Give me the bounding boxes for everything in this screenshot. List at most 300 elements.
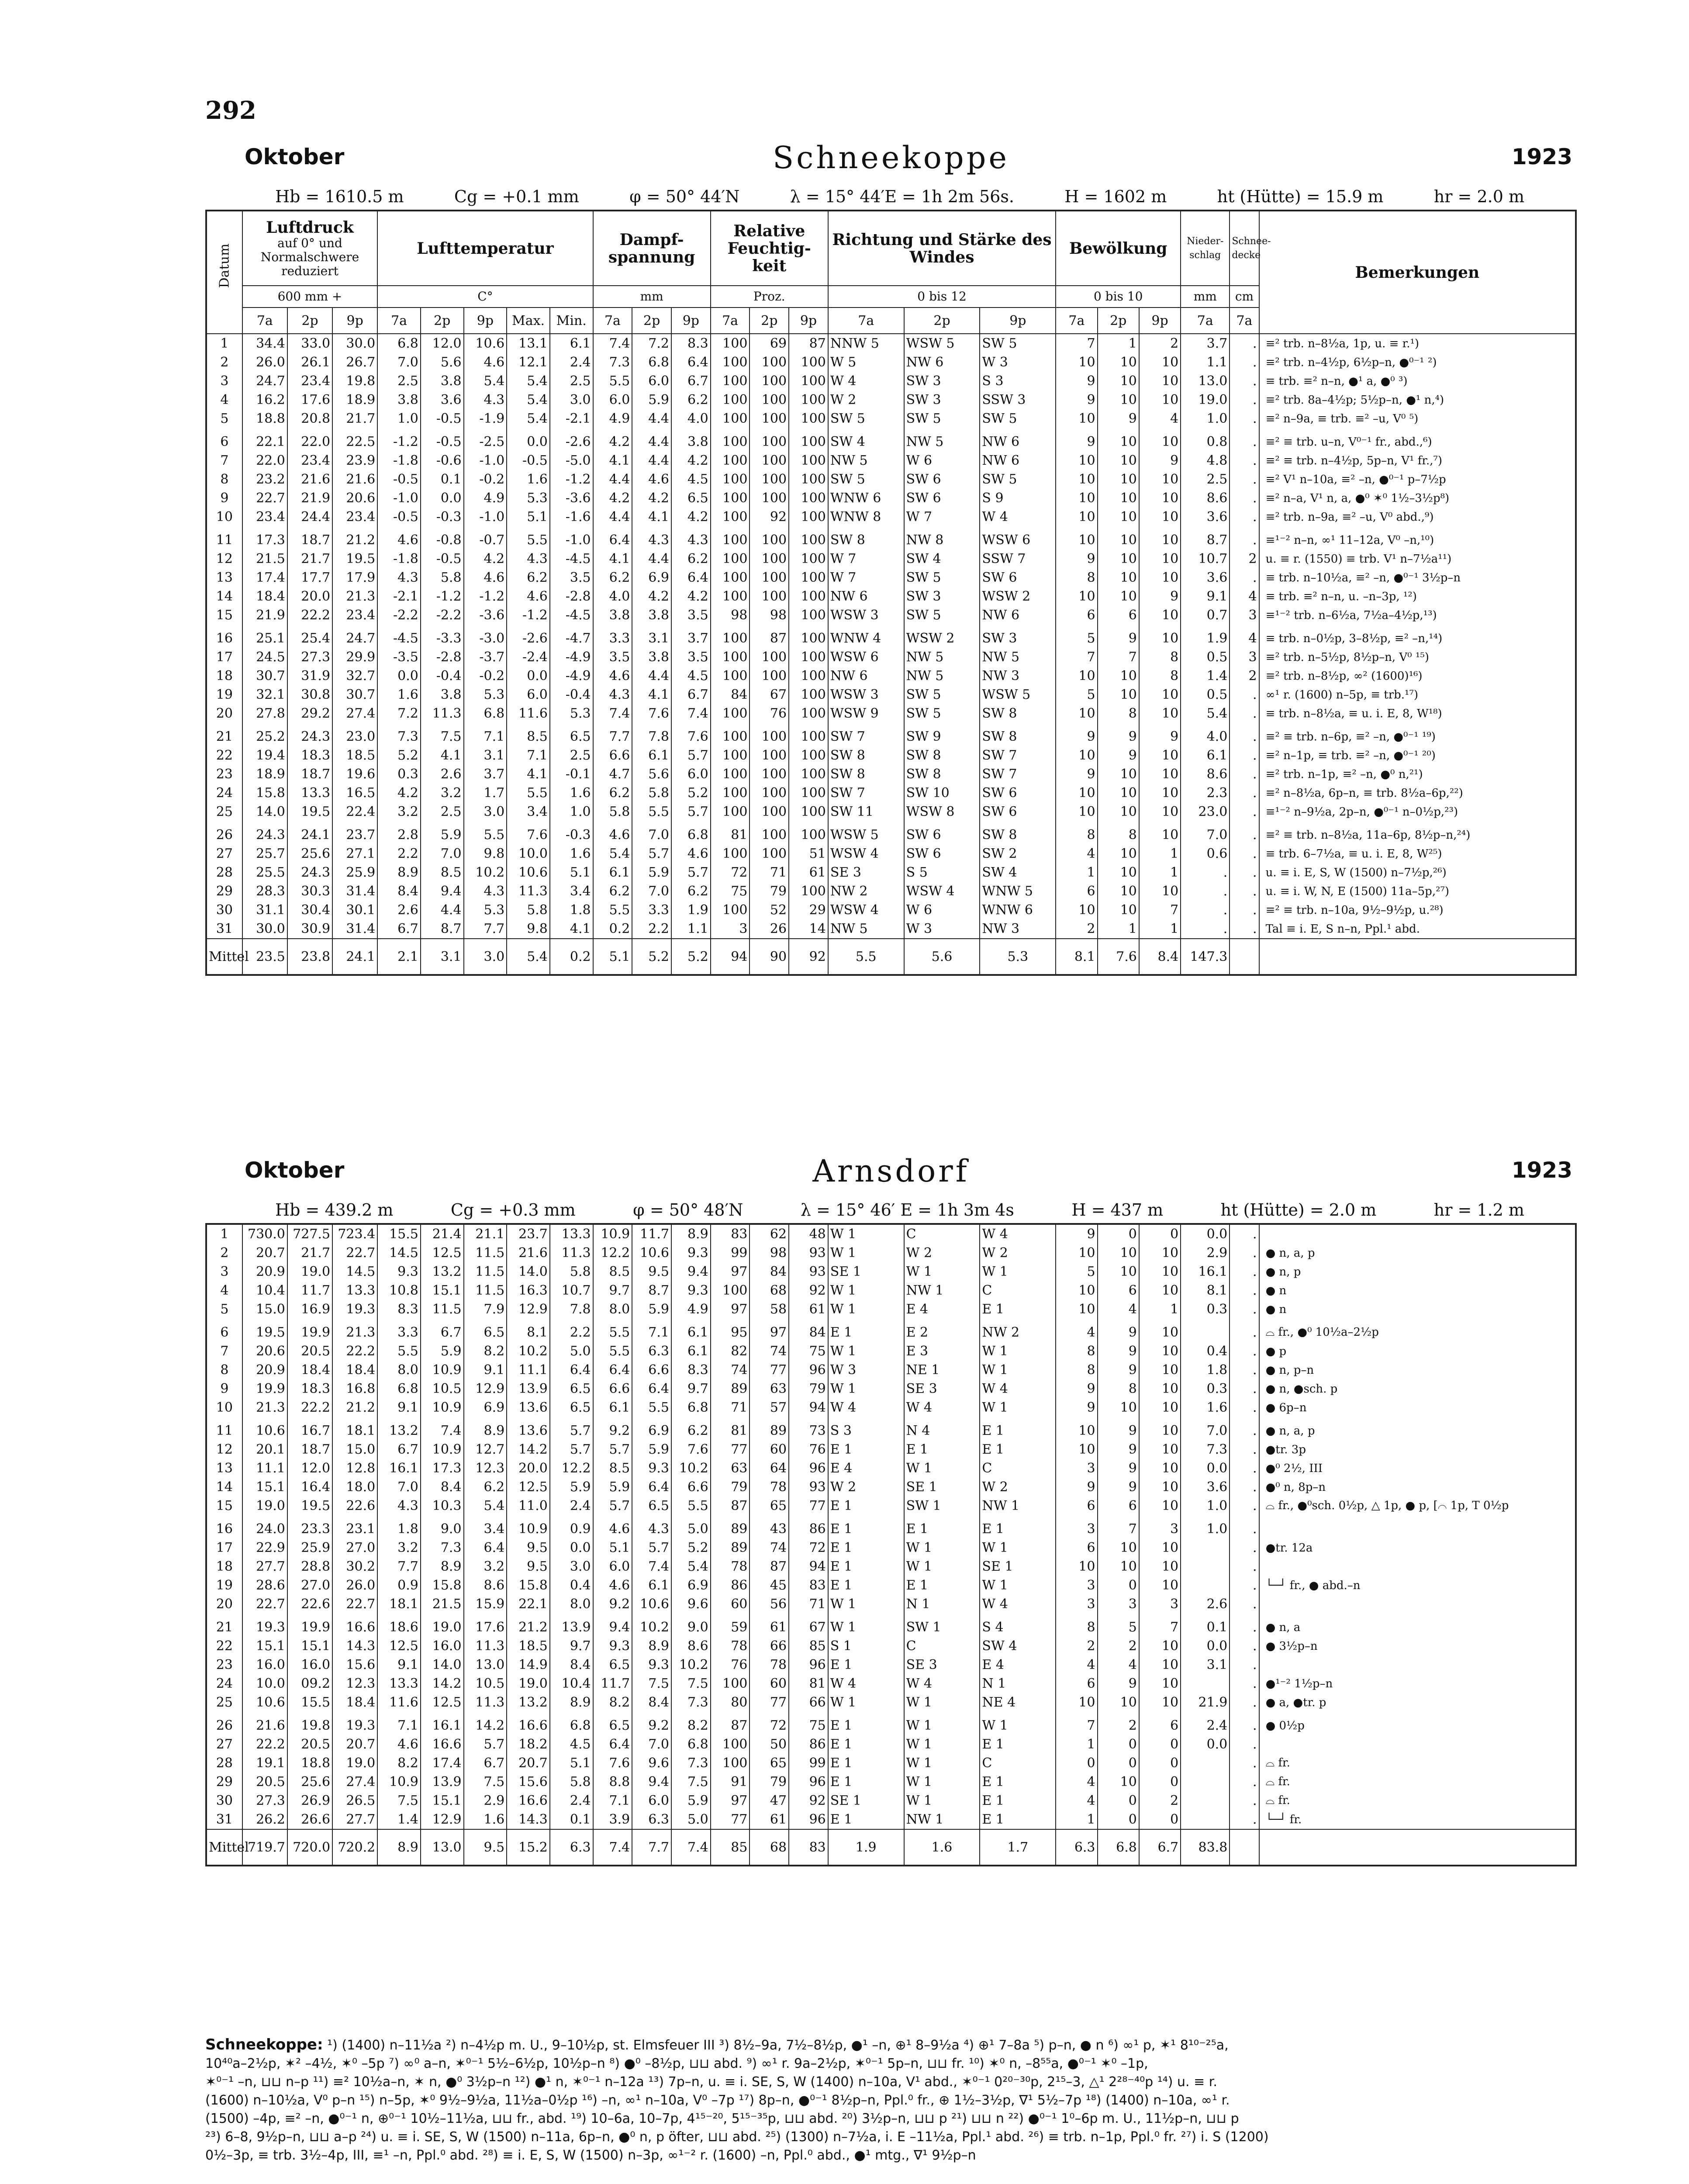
table-row	[207, 549, 1575, 568]
value-cell: -0.5	[421, 428, 464, 451]
value-cell: 10.6	[507, 863, 550, 882]
value-cell: -1.2	[464, 587, 507, 606]
value-cell: -1.2	[550, 470, 593, 489]
value-cell: 3	[1139, 1595, 1181, 1614]
value-cell: 2	[1056, 919, 1097, 939]
value-cell: 8.4	[377, 882, 421, 901]
value-cell: W 5	[828, 353, 904, 372]
value-cell: 22.0	[287, 428, 332, 451]
value-cell: 77	[750, 1361, 789, 1379]
value-cell: 11.5	[464, 1281, 507, 1300]
value-cell: 10	[1056, 353, 1097, 372]
value-cell: 7	[1056, 334, 1097, 353]
remark-cell: ≡² trb. n–4½p, 6½p–n, ●⁰⁻¹ ²)	[1259, 353, 1575, 372]
value-cell: 71	[750, 863, 789, 882]
value-cell: -1.2	[507, 606, 550, 625]
value-cell: SW 3	[980, 625, 1056, 648]
value-cell: 8.4	[550, 1655, 593, 1674]
value-cell: -0.6	[421, 451, 464, 470]
value-cell: 25.2	[242, 723, 287, 746]
table-row	[207, 1300, 1575, 1319]
value-cell: 100	[711, 334, 750, 353]
value-cell: 10	[1139, 1281, 1181, 1300]
value-cell: 60	[711, 1595, 750, 1614]
header-datum: Datum	[207, 211, 242, 334]
value-cell: .	[1230, 919, 1259, 939]
value-cell: 95	[711, 1319, 750, 1342]
value-cell: 7.8	[632, 723, 671, 746]
page-number: 292	[205, 96, 256, 125]
value-cell: 20.7	[507, 1754, 550, 1773]
value-cell: 16.0	[287, 1655, 332, 1674]
value-cell: W 4	[904, 1674, 980, 1693]
value-cell: 4.6	[464, 568, 507, 587]
value-cell: WSW 2	[980, 587, 1056, 606]
value-cell: .	[1181, 863, 1230, 882]
value-cell: 19.9	[287, 1614, 332, 1637]
value-cell: 76	[711, 1655, 750, 1674]
table-row	[207, 1496, 1575, 1515]
value-cell: SE 3	[828, 863, 904, 882]
day-cell: 5	[220, 1302, 229, 1317]
value-cell: 10	[1098, 882, 1139, 901]
param-hb: Hb = 439.2 m	[275, 1200, 394, 1220]
value-cell: 0.0	[1181, 1735, 1230, 1754]
value-cell: 17.6	[464, 1614, 507, 1637]
value-cell: 7.2	[632, 334, 671, 353]
month-label: Oktober	[245, 144, 345, 169]
value-cell: 4.6	[464, 353, 507, 372]
day-cell: 2	[220, 1245, 229, 1261]
value-cell: 2.4	[550, 1791, 593, 1810]
value-cell: 7.4	[632, 1557, 671, 1576]
value-cell: 6	[1056, 1496, 1097, 1515]
value-cell: 3.0	[550, 1557, 593, 1576]
table-row	[207, 587, 1575, 606]
value-cell: 9.5	[632, 1262, 671, 1281]
value-cell: 10	[1056, 901, 1097, 919]
value-cell: 18.4	[332, 1693, 377, 1712]
remark-cell: └─┘ fr., ● abd.–n	[1259, 1576, 1575, 1595]
value-cell: 100	[750, 372, 789, 390]
value-cell: 7.4	[593, 334, 632, 353]
value-cell: 8.8	[593, 1773, 632, 1791]
value-cell: 7.6	[507, 821, 550, 844]
table-row	[207, 1398, 1575, 1417]
value-cell: 8	[1098, 1379, 1139, 1398]
mean-cell: 1.6	[904, 1829, 980, 1865]
value-cell: 0.4	[550, 1576, 593, 1595]
table-row	[207, 409, 1575, 428]
value-cell: 1.6	[1181, 1398, 1230, 1417]
value-cell: 1.1	[1181, 353, 1230, 372]
remark-cell: u. ≡ i. E, S, W (1500) n–7½p,²⁶)	[1259, 863, 1575, 882]
value-cell: .	[1230, 784, 1259, 802]
value-cell: 4.6	[593, 1515, 632, 1538]
value-cell: 6.5	[464, 1319, 507, 1342]
day-cell: 23	[216, 1657, 233, 1673]
table-row	[207, 802, 1575, 821]
value-cell: 6.8	[464, 704, 507, 723]
value-cell: WSW 4	[828, 844, 904, 863]
value-cell: 10	[1139, 1655, 1181, 1674]
remark-cell: ≡² ≡ trb. u–n, V⁰⁻¹ fr., abd.,⁶)	[1259, 428, 1575, 451]
value-cell: 97	[711, 1791, 750, 1810]
value-cell: 28.6	[242, 1576, 287, 1595]
value-cell: 30.8	[287, 685, 332, 704]
value-cell: 30.7	[242, 667, 287, 685]
remark-cell: ≡² n–8½a, 6p–n, ≡ trb. 8½a–6p,²²)	[1259, 784, 1575, 802]
value-cell: 4	[1230, 625, 1259, 648]
value-cell: W 1	[980, 1398, 1056, 1417]
value-cell: 89	[711, 1538, 750, 1557]
value-cell: .	[1230, 1538, 1259, 1557]
value-cell: 20.7	[332, 1735, 377, 1754]
value-cell: -1.0	[377, 489, 421, 508]
value-cell: 92	[750, 508, 789, 526]
value-cell: 5.5	[593, 1342, 632, 1361]
value-cell: 30.7	[332, 685, 377, 704]
value-cell: 19.1	[242, 1754, 287, 1773]
value-cell: 14.3	[332, 1637, 377, 1655]
remark-cell: ≡¹⁻² trb. n–6½a, 7½a–4½p,¹³)	[1259, 606, 1575, 625]
day-cell: 12	[216, 551, 233, 567]
value-cell: 7.7	[464, 919, 507, 939]
value-cell: 1	[1139, 919, 1181, 939]
value-cell: 48	[789, 1225, 828, 1244]
unit-bew: 0 bis 10	[1056, 286, 1181, 308]
value-cell: 10.9	[421, 1398, 464, 1417]
value-cell: 4.1	[550, 919, 593, 939]
table-row	[207, 1735, 1575, 1754]
value-cell: 4.4	[632, 667, 671, 685]
value-cell: 10	[1139, 1496, 1181, 1515]
mean-cell: 90	[750, 939, 789, 974]
remark-cell: ● 6p–n	[1259, 1398, 1575, 1417]
remark-cell: ● n, p	[1259, 1262, 1575, 1281]
value-cell: 14.9	[507, 1655, 550, 1674]
value-cell: .	[1230, 821, 1259, 844]
day-cell: 16	[216, 1521, 233, 1537]
value-cell: .	[1230, 1773, 1259, 1791]
value-cell: -2.4	[507, 648, 550, 667]
value-cell: 84	[789, 1319, 828, 1342]
value-cell: 10	[1098, 428, 1139, 451]
value-cell: 82	[711, 1342, 750, 1361]
value-cell: 78	[750, 1478, 789, 1496]
value-cell: 1.7	[464, 784, 507, 802]
value-cell: E 1	[828, 1810, 904, 1829]
value-cell: 100	[711, 802, 750, 821]
header-dampfspannung: Dampf-spannung	[593, 211, 711, 286]
value-cell: 23.2	[242, 470, 287, 489]
value-cell: 4.2	[671, 587, 711, 606]
value-cell: W 1	[904, 1791, 980, 1810]
value-cell: 5.0	[550, 1342, 593, 1361]
remark-cell: ≡² trb. 8a–4½p; 5½p–n, ●¹ n,⁴)	[1259, 390, 1575, 409]
value-cell: .	[1230, 1791, 1259, 1810]
value-cell: 10.2	[671, 1655, 711, 1674]
value-cell: S 3	[980, 372, 1056, 390]
value-cell: 9	[1098, 625, 1139, 648]
value-cell: 0.7	[1181, 606, 1230, 625]
value-cell: 3.1	[464, 746, 507, 765]
value-cell: 9	[1056, 723, 1097, 746]
value-cell: 5.5	[507, 784, 550, 802]
value-cell: 1	[1098, 334, 1139, 353]
value-cell: 10	[1056, 746, 1097, 765]
value-cell: 5	[1056, 1262, 1097, 1281]
value-cell: E 1	[904, 1576, 980, 1595]
value-cell: .	[1230, 844, 1259, 863]
value-cell: 100	[711, 1754, 750, 1773]
value-cell: .	[1230, 1693, 1259, 1712]
value-cell: 67	[789, 1614, 828, 1637]
value-cell: 10.2	[632, 1614, 671, 1637]
value-cell: 09.2	[287, 1674, 332, 1693]
value-cell: 5.7	[632, 844, 671, 863]
value-cell: 100	[711, 667, 750, 685]
value-cell: 2	[1098, 1637, 1139, 1655]
value-cell: 77	[750, 1693, 789, 1712]
value-cell: SW 8	[980, 704, 1056, 723]
value-cell: 22.2	[332, 1342, 377, 1361]
value-cell: 1	[1139, 1300, 1181, 1319]
value-cell: 3.5	[671, 648, 711, 667]
mean-cell: 6.8	[1098, 1829, 1139, 1865]
remark-cell: ⌓ fr.	[1259, 1791, 1575, 1810]
value-cell: 1.6	[464, 1810, 507, 1829]
value-cell: 74	[750, 1342, 789, 1361]
value-cell: 65	[750, 1754, 789, 1773]
value-cell: SW 7	[980, 765, 1056, 784]
value-cell: E 1	[828, 1754, 904, 1773]
value-cell: 87	[711, 1712, 750, 1735]
value-cell: 99	[789, 1754, 828, 1773]
value-cell: 5.6	[421, 353, 464, 372]
value-cell: 0.5	[1181, 648, 1230, 667]
value-cell: 4	[1098, 1300, 1139, 1319]
value-cell: W 7	[828, 568, 904, 587]
value-cell: 10	[1139, 1361, 1181, 1379]
remark-cell: ● n	[1259, 1281, 1575, 1300]
param-ht: ht (Hütte) = 15.9 m	[1217, 187, 1384, 206]
value-cell: 26.6	[287, 1810, 332, 1829]
value-cell: 100	[789, 648, 828, 667]
day-cell: 21	[216, 729, 233, 744]
value-cell: 9	[1098, 1417, 1139, 1440]
table-row	[207, 1754, 1575, 1773]
value-cell	[1181, 1810, 1230, 1829]
mean-cell: 7.4	[671, 1829, 711, 1865]
day-cell: 29	[216, 1774, 233, 1790]
value-cell: 10.8	[377, 1281, 421, 1300]
value-cell: 7.3	[421, 1538, 464, 1557]
value-cell: 4	[1056, 1791, 1097, 1810]
value-cell: 21.6	[507, 1244, 550, 1262]
value-cell: 13.3	[332, 1281, 377, 1300]
value-cell: 7.1	[377, 1712, 421, 1735]
arnsdorf-table	[207, 1225, 1575, 1865]
empty-cell	[1230, 1829, 1259, 1865]
value-cell: SW 7	[828, 784, 904, 802]
mean-label: Mittel	[207, 1829, 242, 1865]
value-cell: NW 1	[904, 1810, 980, 1829]
value-cell: 18.7	[287, 1440, 332, 1459]
value-cell: 15.8	[421, 1576, 464, 1595]
value-cell: 14.2	[421, 1674, 464, 1693]
value-cell: 0.0	[1181, 1225, 1230, 1244]
value-cell: 10	[1098, 1244, 1139, 1262]
value-cell: 22.7	[242, 489, 287, 508]
table-row	[207, 746, 1575, 765]
value-cell: 0.0	[1181, 1459, 1230, 1478]
value-cell: 20.6	[332, 489, 377, 508]
value-cell: 5.9	[550, 1478, 593, 1496]
value-cell: 61	[750, 1810, 789, 1829]
value-cell: SE 1	[904, 1478, 980, 1496]
value-cell: 4.2	[632, 489, 671, 508]
value-cell: 9.6	[671, 1595, 711, 1614]
value-cell: 100	[789, 372, 828, 390]
year-label: 1923	[1511, 1158, 1572, 1183]
value-cell: 7.5	[671, 1773, 711, 1791]
value-cell: 96	[789, 1810, 828, 1829]
value-cell: 100	[711, 648, 750, 667]
value-cell: SW 4	[980, 1637, 1056, 1655]
value-cell: 99	[711, 1244, 750, 1262]
value-cell: 9.2	[593, 1417, 632, 1440]
value-cell: 10	[1098, 1773, 1139, 1791]
value-cell: 9	[1056, 765, 1097, 784]
value-cell: 43	[750, 1515, 789, 1538]
value-cell: 12.0	[287, 1459, 332, 1478]
value-cell: SW 3	[904, 372, 980, 390]
value-cell: E 1	[980, 1515, 1056, 1538]
value-cell: 16.3	[507, 1281, 550, 1300]
value-cell: NW 6	[828, 587, 904, 606]
value-cell: 5.2	[377, 746, 421, 765]
day-cell: 14	[216, 589, 233, 604]
value-cell: 6.5	[632, 1496, 671, 1515]
value-cell: 10	[1139, 802, 1181, 821]
value-cell: 5.9	[421, 1342, 464, 1361]
value-cell: 10	[1139, 1637, 1181, 1655]
table-row	[207, 901, 1575, 919]
day-cell: 22	[216, 1638, 233, 1654]
value-cell: SW 8	[828, 765, 904, 784]
value-cell: 72	[750, 1712, 789, 1735]
value-cell: 10	[1098, 451, 1139, 470]
value-cell: 7.3	[1181, 1440, 1230, 1459]
value-cell: SW 5	[980, 470, 1056, 489]
value-cell: 20.0	[287, 587, 332, 606]
value-cell: 5.2	[671, 1538, 711, 1557]
value-cell: 18.6	[377, 1614, 421, 1637]
value-cell: 6.4	[632, 1478, 671, 1496]
value-cell: .	[1230, 685, 1259, 704]
value-cell: 30.0	[242, 919, 287, 939]
value-cell: 5.5	[593, 901, 632, 919]
value-cell: 5.5	[632, 802, 671, 821]
value-cell: SE 1	[828, 1791, 904, 1810]
value-cell: 5.7	[593, 1496, 632, 1515]
value-cell: 16.8	[332, 1379, 377, 1398]
value-cell: 4.1	[632, 508, 671, 526]
value-cell: 5.1	[593, 1538, 632, 1557]
value-cell: 5.7	[593, 1440, 632, 1459]
value-cell: 3	[1139, 1515, 1181, 1538]
value-cell: 7.5	[671, 1674, 711, 1693]
value-cell: .	[1230, 508, 1259, 526]
value-cell: 9	[1098, 1440, 1139, 1459]
value-cell: 51	[789, 844, 828, 863]
footnote-line: 10⁴⁰a–2½p, ✶² –4½, ✶⁰ –5p ⁷) ∞⁰ a–n, ✶⁰⁻¹ 5½–6½p, 10½p–n ⁸) ●⁰ –8½p, ⊔⊔ abd. ⁹) ∞¹ r. 9a–2½p, ✶⁰⁻¹ 5p–n, ⊔⊔ fr. ¹⁰) ✶⁰ n, –8⁵⁵a, ●⁰⁻¹ ✶⁰ –1p,	[205, 2056, 1148, 2071]
value-cell: 5.3	[550, 704, 593, 723]
value-cell: .	[1230, 1361, 1259, 1379]
value-cell: -4.9	[550, 667, 593, 685]
value-cell: 6.1	[632, 1576, 671, 1595]
value-cell: 4.6	[507, 587, 550, 606]
value-cell: 11.6	[507, 704, 550, 723]
value-cell: 6.2	[671, 390, 711, 409]
value-cell: 10	[1139, 489, 1181, 508]
value-cell: -0.3	[421, 508, 464, 526]
value-cell: .	[1230, 1674, 1259, 1693]
value-cell: W 1	[828, 1300, 904, 1319]
value-cell: .	[1230, 1614, 1259, 1637]
param-lambda: λ = 15° 44′E = 1h 2m 56s.	[790, 187, 1014, 206]
mean-cell: 9.5	[464, 1829, 507, 1865]
value-cell: 21.3	[332, 1319, 377, 1342]
value-cell: 30.3	[287, 882, 332, 901]
value-cell: 9.1	[464, 1361, 507, 1379]
value-cell: 13.3	[377, 1674, 421, 1693]
value-cell: 9.2	[632, 1712, 671, 1735]
value-cell: 11.5	[464, 1244, 507, 1262]
remark-cell: ● p	[1259, 1342, 1575, 1361]
value-cell: 5.8	[632, 784, 671, 802]
value-cell: 10	[1139, 470, 1181, 489]
value-cell: 6.1	[671, 1342, 711, 1361]
value-cell: 0.1	[1181, 1614, 1230, 1637]
value-cell: 18.9	[242, 765, 287, 784]
value-cell: 8.7	[421, 919, 464, 939]
param-cg: Cg = +0.1 mm	[454, 187, 579, 206]
value-cell: 18.9	[332, 390, 377, 409]
value-cell: 10	[1056, 667, 1097, 685]
value-cell: 2.5	[1181, 470, 1230, 489]
value-cell: 4.4	[593, 470, 632, 489]
value-cell: 20.0	[507, 1459, 550, 1478]
value-cell: W 6	[904, 901, 980, 919]
value-cell: 7.0	[1181, 1417, 1230, 1440]
value-cell: 9	[1056, 1225, 1097, 1244]
value-cell: 10	[1139, 1478, 1181, 1496]
value-cell: 4.1	[421, 746, 464, 765]
value-cell: 2.2	[632, 919, 671, 939]
mean-label: Mittel	[207, 939, 242, 974]
value-cell: 78	[711, 1557, 750, 1576]
value-cell: W 1	[828, 1693, 904, 1712]
value-cell: 6.2	[593, 882, 632, 901]
value-cell: WSW 8	[904, 802, 980, 821]
value-cell: 6.0	[632, 1791, 671, 1810]
value-cell: 3.8	[421, 685, 464, 704]
station-title: Schneekoppe	[773, 140, 1009, 176]
value-cell: 6.1	[632, 746, 671, 765]
value-cell: NW 5	[904, 648, 980, 667]
